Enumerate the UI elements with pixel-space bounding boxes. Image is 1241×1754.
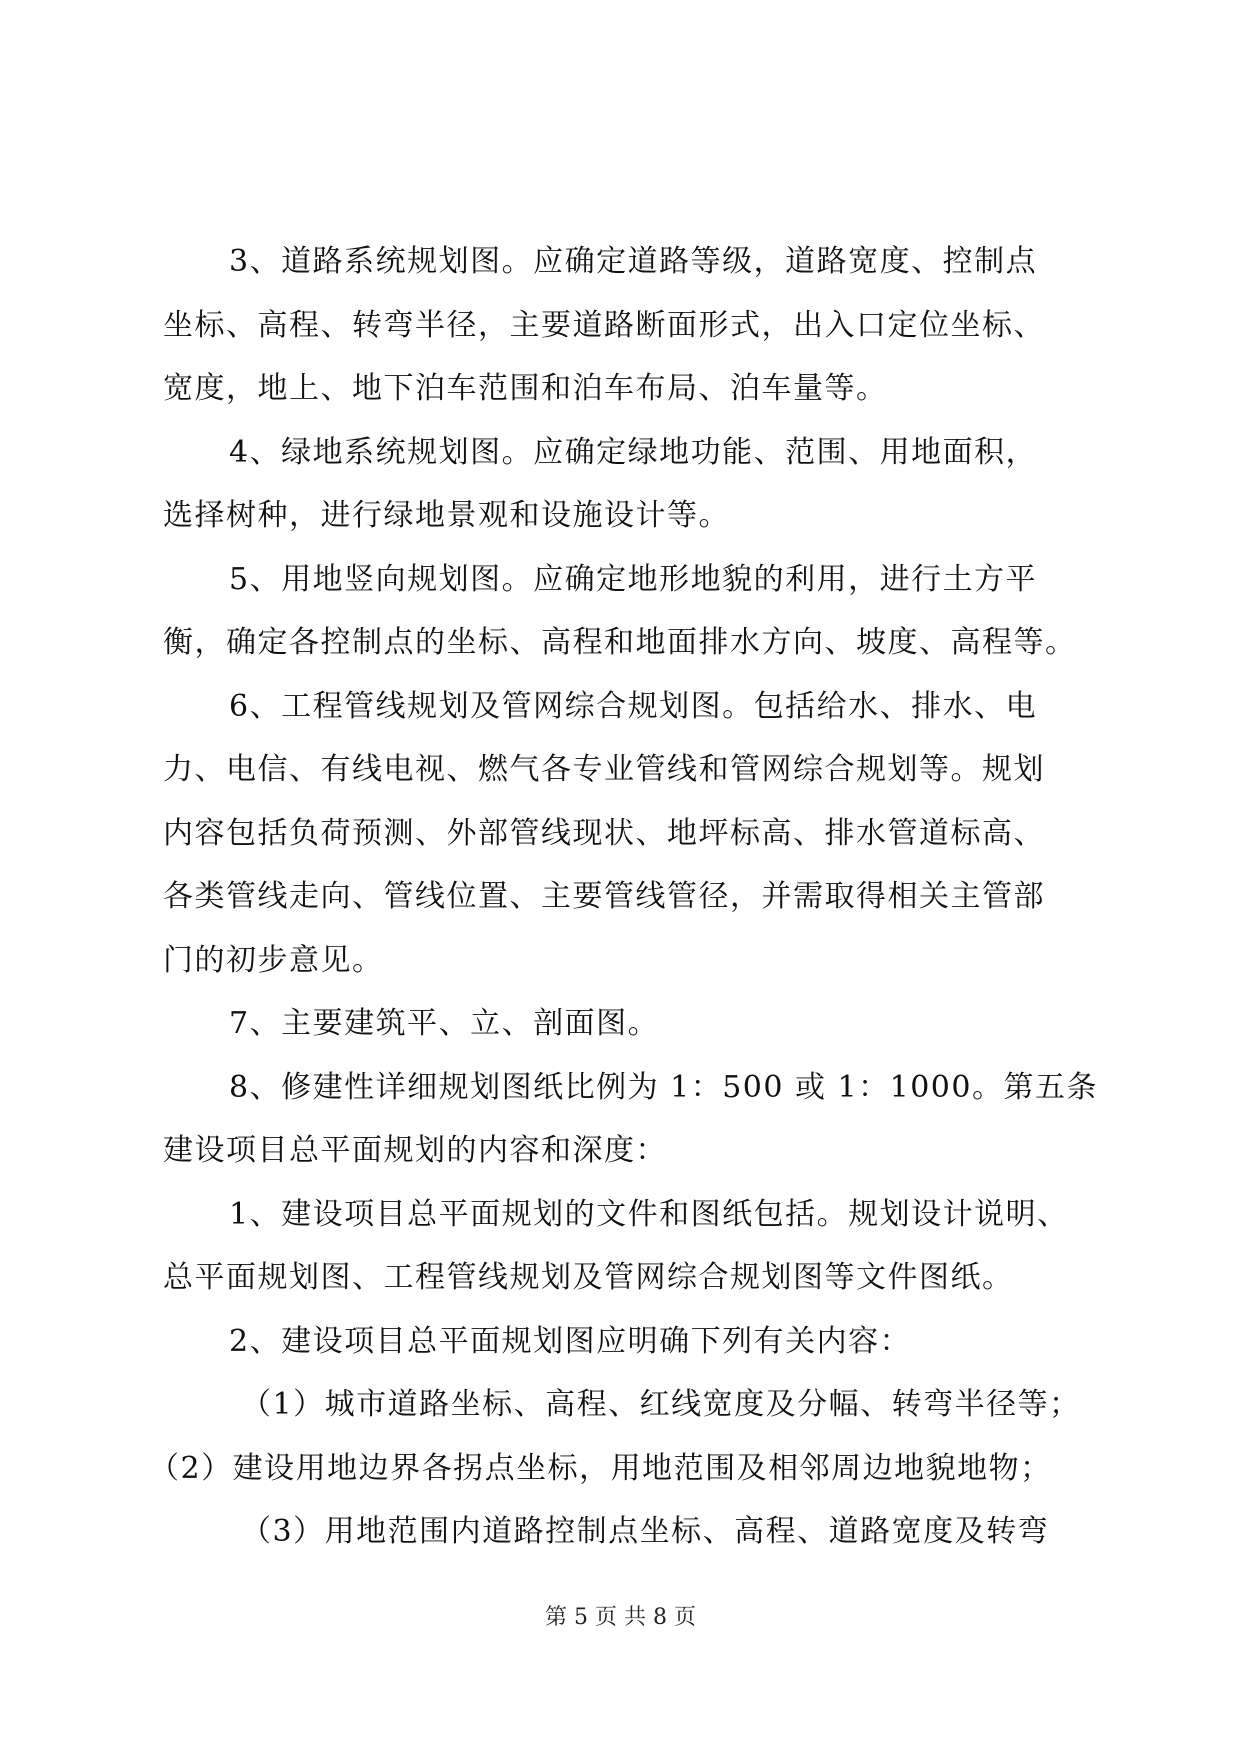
text-line: （2）建设用地边界各拐点坐标，用地范围及相邻周边地貌地物； [149, 1450, 1052, 1486]
text-line: 1、建设项目总平面规划的文件和图纸包括。规划设计说明、 [229, 1196, 1069, 1232]
text-line: 5、用地竖向规划图。应确定地形地貌的利用，进行土方平 [229, 561, 1038, 597]
text-line: 坐标、高程、转弯半径，主要道路断面形式，出入口定位坐标、 [163, 307, 1045, 343]
document-body [149, 230, 1103, 1564]
text-line: 内容包括负荷预测、外部管线现状、地坪标高、排水管道标高、 [163, 815, 1045, 851]
text-line: 建设项目总平面规划的内容和深度： [163, 1133, 667, 1168]
text-line: 总平面规划图、工程管线规划及管网综合规划图等文件图纸。 [163, 1260, 1014, 1295]
text-line: （3）用地范围内道路控制点坐标、高程、道路宽度及转弯 [241, 1514, 1050, 1549]
page-number-footer: 第 5 页 共 8 页 [545, 1605, 696, 1630]
text-line: 门的初步意见。 [163, 942, 384, 978]
text-line: 8、修建性详细规划图纸比例为 1：500 或 1：1000。第五条 [229, 1069, 1098, 1105]
text-line: 2、建设项目总平面规划图应明确下列有关内容： [229, 1323, 912, 1359]
text-line: 3、道路系统规划图。应确定道路等级，道路宽度、控制点 [229, 244, 1038, 279]
text-line: 各类管线走向、管线位置、主要管线管径，并需取得相关主管部 [163, 879, 1045, 914]
text-line: 4、绿地系统规划图。应确定绿地功能、范围、用地面积， [229, 434, 1038, 470]
text-line: 衡，确定各控制点的坐标、高程和地面排水方向、坡度、高程等。 [163, 625, 1077, 660]
text-line: 选择树种，进行绿地景观和设施设计等。 [163, 498, 730, 533]
text-line: 6、工程管线规划及管网综合规划图。包括给水、排水、电 [229, 688, 1038, 724]
text-line: 宽度，地上、地下泊车范围和泊车布局、泊车量等。 [163, 371, 888, 406]
text-line: （1）城市道路坐标、高程、红线宽度及分幅、转弯半径等； [241, 1387, 1081, 1422]
text-line: 力、电信、有线电视、燃气各专业管线和管网综合规划等。规划 [163, 752, 1045, 787]
text-line: 7、主要建筑平、立、剖面图。 [229, 1006, 660, 1041]
